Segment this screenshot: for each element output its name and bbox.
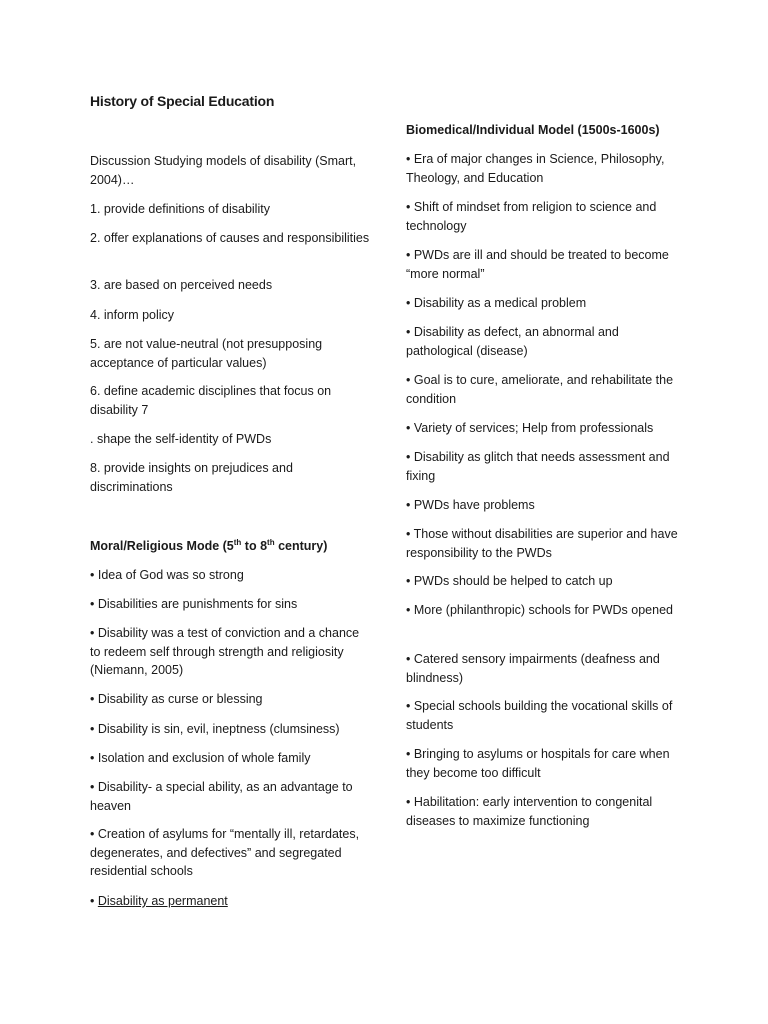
- bullet-item: • Habilitation: early intervention to congenital diseases to maximize functioning: [406, 795, 653, 828]
- bullet-item: • Disability as defect, an abnormal and pathological (disease): [406, 325, 619, 358]
- document-title: History of Special Education: [90, 93, 275, 109]
- bullet-item: • More (philanthropic) schools for PWDs opened: [406, 603, 673, 617]
- bullet-item: • Those without disabilities are superior and have responsibility to the PWDs: [406, 527, 678, 560]
- bullet-item: • Isolation and exclusion of whole family: [90, 751, 311, 765]
- bullet-mark: •: [90, 894, 98, 908]
- bullet-item: • Disability as glitch that needs assessment and fixing: [406, 450, 670, 483]
- superscript: th: [267, 537, 275, 547]
- intro-text: Discussion Studying models of disability (Smart, 2004)…: [90, 154, 357, 187]
- heading-part: to 8: [241, 539, 268, 553]
- bullet-item: • Disability as curse or blessing: [90, 692, 263, 706]
- list-item: 4. inform policy: [90, 308, 175, 322]
- bullet-item: • Disability was a test of conviction and a chance to redeem self through strength and religiosity (Niemann, 2005): [90, 626, 360, 677]
- bullet-item: • Bringing to asylums or hospitals for care when they become too difficult: [406, 747, 670, 780]
- bullet-item: • Shift of mindset from religion to science and technology: [406, 200, 657, 233]
- underlined-text: Disability as permanent: [97, 894, 228, 908]
- bullet-item: • Era of major changes in Science, Philosophy, Theology, and Education: [406, 152, 665, 185]
- heading-part: century): [274, 539, 328, 553]
- list-item: 5. are not value-neutral (not presupposing acceptance of particular values): [90, 337, 323, 370]
- list-item: 1. provide definitions of disability: [90, 202, 270, 216]
- bullet-item: • Special schools building the vocational skills of students: [406, 699, 673, 732]
- superscript: th: [233, 537, 242, 547]
- bullet-item: • PWDs have problems: [406, 498, 535, 512]
- bullet-item: • Creation of asylums for “mentally ill, retardates, degenerates, and defectives” and segregated residential schools: [90, 827, 360, 878]
- bullet-item: • Variety of services; Help from professionals: [406, 421, 654, 435]
- bullet-item: • Disabilities are punishments for sins: [90, 597, 298, 611]
- bullet-item: • Disability- a special ability, as an advantage to heaven: [90, 780, 353, 813]
- list-item: 3. are based on perceived needs: [90, 278, 273, 292]
- bullet-item: • Idea of God was so strong: [90, 568, 244, 582]
- moral-model-heading: [90, 537, 327, 556]
- bullet-item: [90, 892, 228, 911]
- list-item: . shape the self-identity of PWDs: [90, 432, 272, 446]
- bullet-item: • PWDs are ill and should be treated to become “more normal”: [406, 248, 669, 281]
- heading-part: Moral/Religious Mode (5: [90, 539, 234, 553]
- list-item: 2. offer explanations of causes and responsibilities: [90, 231, 370, 245]
- list-item: 6. define academic disciplines that focus on disability 7: [90, 384, 332, 417]
- bullet-item: • Disability is sin, evil, ineptness (clumsiness): [90, 722, 340, 736]
- bullet-item: • Disability as a medical problem: [406, 296, 587, 310]
- bullet-item: • Catered sensory impairments (deafness and blindness): [406, 652, 660, 685]
- bullet-item: • Goal is to cure, ameliorate, and rehabilitate the condition: [406, 373, 674, 406]
- biomedical-model-heading: Biomedical/Individual Model (1500s-1600s): [406, 123, 660, 137]
- list-item: 8. provide insights on prejudices and discriminations: [90, 461, 293, 494]
- bullet-item: • PWDs should be helped to catch up: [406, 574, 613, 588]
